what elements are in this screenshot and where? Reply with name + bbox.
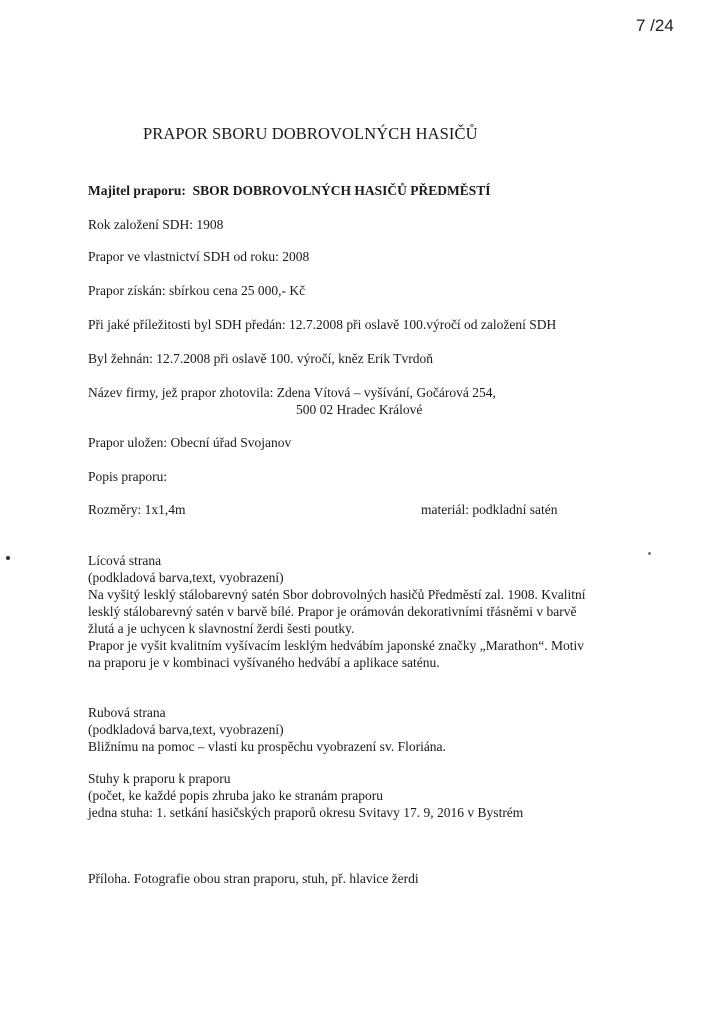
- back-side-section: [88, 704, 446, 755]
- front-subheading: (podkladová barva,text, vyobrazení): [88, 570, 284, 585]
- ribbons-heading: Stuhy k praporu k praporu: [88, 771, 231, 786]
- ribbons-subheading: (počet, ke každé popis zhruba jako ke stranám praporu: [88, 788, 384, 803]
- dimensions-line: Rozměry: 1x1,4m: [88, 502, 186, 517]
- owner-label: Majitel praporu:: [88, 183, 186, 198]
- front-side-section: [88, 552, 586, 671]
- ribbons-section: [88, 770, 523, 821]
- attachment-line: Příloha. Fotografie obou stran praporu, stuh, př. hlavice žerdi: [88, 871, 419, 886]
- front-text-line: Na vyšitý lesklý stálobarevný satén Sbor dobrovolných hasičů Předměstí zal. 1908. Kvalitní: [88, 587, 586, 602]
- front-heading: Lícová strana: [88, 553, 162, 568]
- ribbons-text: jedna stuha: 1. setkání hasičských praporů okresu Svitavy 17. 9, 2016 v Bystrém: [88, 805, 524, 820]
- back-heading: Rubová strana: [88, 705, 166, 720]
- front-text-line: na praporu je v kombinaci vyšívaného hedvábí a aplikace saténu.: [88, 655, 440, 670]
- front-text-line: lesklý stálobarevný satén v barvě bílé. Prapor je orámován dekorativními třásněmi v barvě: [88, 604, 577, 619]
- founded-line: Rok založení SDH: 1908: [88, 217, 224, 232]
- owner-value: SBOR DOBROVOLNÝCH HASIČŮ PŘEDMĚSTÍ: [192, 183, 491, 198]
- occasion-line: Při jaké příležitosti byl SDH předán: 12.7.2008 při oslavě 100.výročí od založení SDH: [88, 317, 557, 332]
- owned-since-line: Prapor ve vlastnictví SDH od roku: 2008: [88, 249, 310, 264]
- scan-speck: [648, 552, 651, 555]
- description-line: Popis praporu:: [88, 469, 168, 484]
- back-text: Bližnímu na pomoc – vlasti ku prospěchu vyobrazení sv. Floriána.: [88, 739, 446, 754]
- obtained-line: Prapor získán: sbírkou cena 25 000,- Kč: [88, 283, 306, 298]
- front-text-line: Prapor je vyšit kvalitním vyšívacím lesklým hedvábím japonské značky „Marathon“. Motiv: [88, 638, 585, 653]
- front-text-line: žlutá a je uchycen k slavnostní žerdi šesti poutky.: [88, 621, 355, 636]
- stored-line: Prapor uložen: Obecní úřad Svojanov: [88, 435, 292, 450]
- page-number: 7 /24: [636, 16, 674, 35]
- back-subheading: (podkladová barva,text, vyobrazení): [88, 722, 284, 737]
- owner-line: [88, 183, 491, 199]
- material-line: materiál: podkladní satén: [421, 502, 558, 517]
- maker-line-1: Název firmy, jež prapor zhotovila: Zdena Vítová – vyšívání, Gočárová 254,: [88, 385, 496, 400]
- maker-line-2: 500 02 Hradec Králové: [296, 402, 423, 417]
- scan-speck: [6, 556, 10, 560]
- document-title: PRAPOR SBORU DOBROVOLNÝCH HASIČŮ: [143, 124, 478, 143]
- blessed-line: Byl žehnán: 12.7.2008 při oslavě 100. výročí, kněz Erik Tvrdoň: [88, 351, 434, 366]
